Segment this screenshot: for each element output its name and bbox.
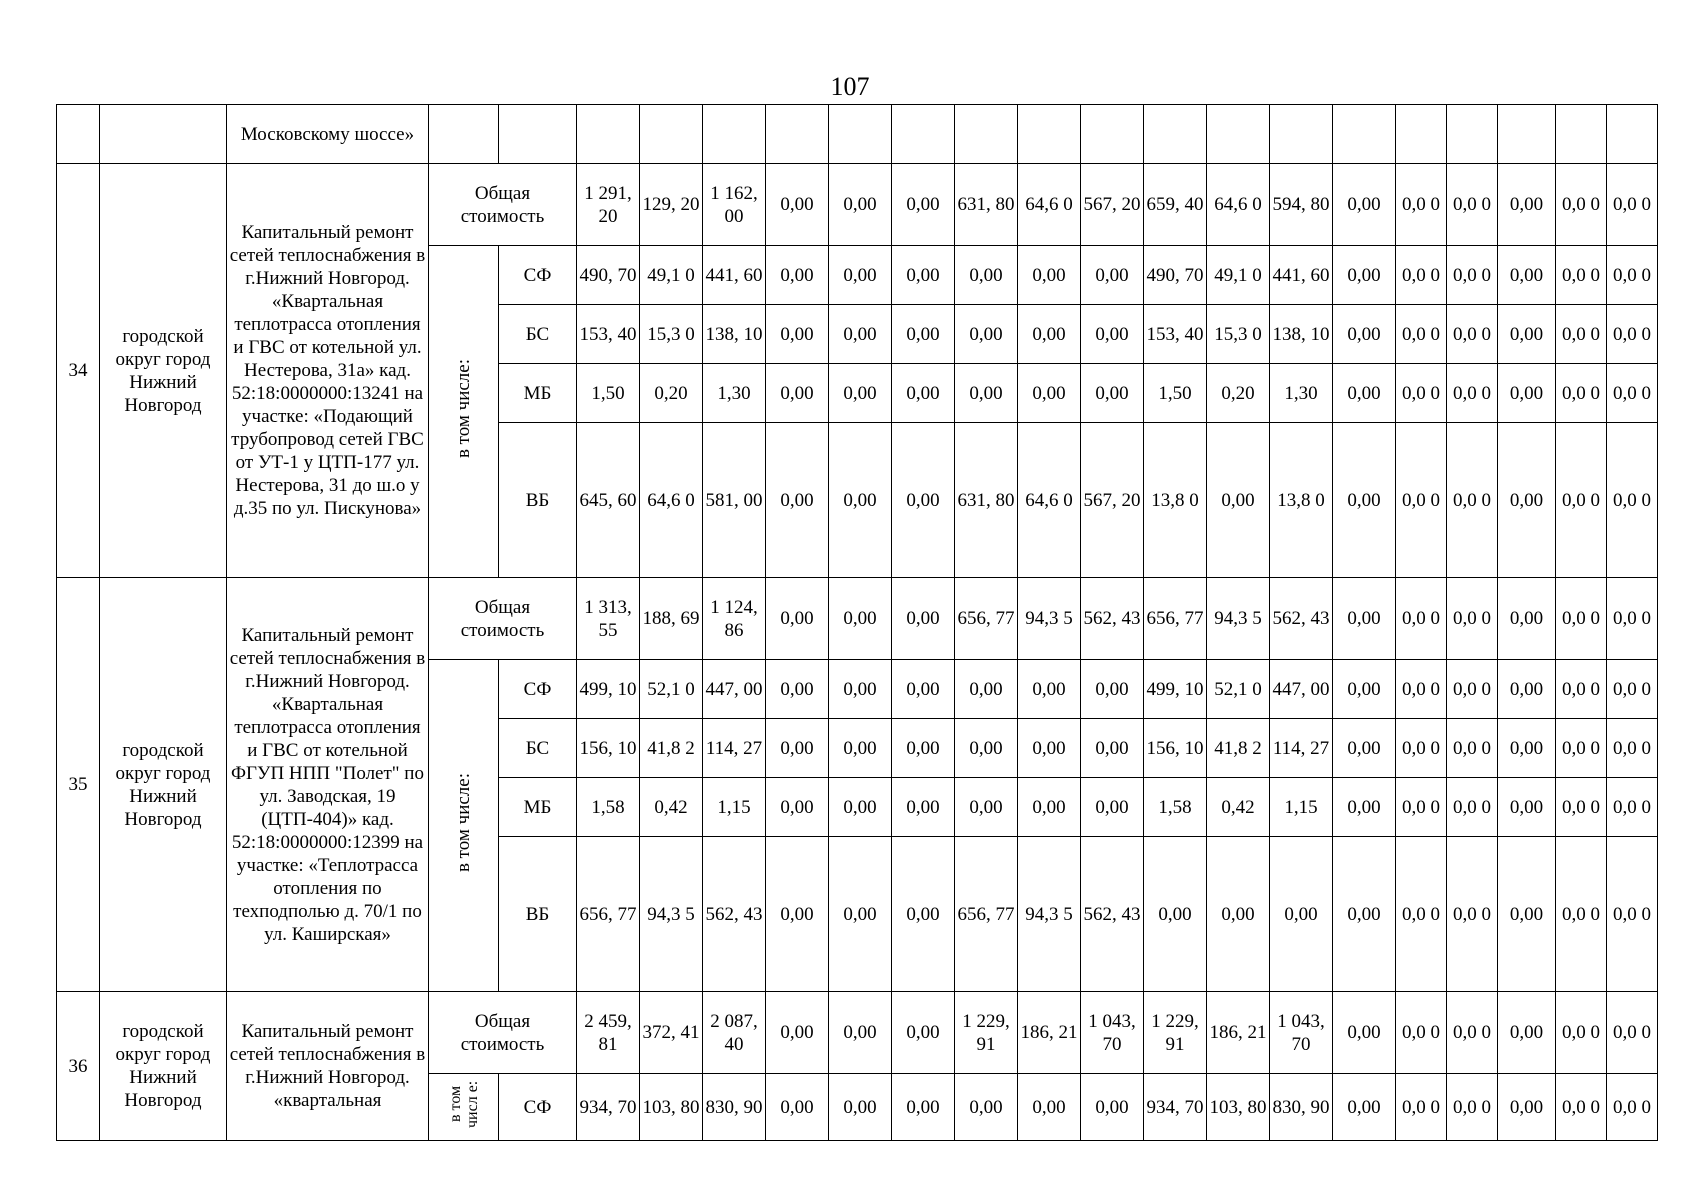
funding-value-cell: 1,15 — [1270, 778, 1333, 837]
total-value-cell: 0,00 — [829, 578, 892, 660]
region-name: городской округ город Нижний Новгород — [100, 992, 227, 1141]
funding-value-cell: 0,0 0 — [1607, 1074, 1658, 1141]
total-value-cell: 64,6 0 — [1018, 164, 1081, 246]
funding-source-code: СФ — [499, 660, 577, 719]
funding-value-cell: 0,00 — [1081, 1074, 1144, 1141]
funding-value-cell: 0,42 — [640, 778, 703, 837]
including-label-cell — [429, 660, 499, 992]
funding-value-cell: 0,0 0 — [1556, 364, 1607, 423]
funding-value-cell: 490, 70 — [1144, 246, 1207, 305]
total-value-cell: 2 087, 40 — [703, 992, 766, 1074]
funding-value-cell: 0,0 0 — [1607, 423, 1658, 578]
funding-value-cell: 1,30 — [1270, 364, 1333, 423]
total-value-cell: 0,00 — [1498, 578, 1556, 660]
funding-source-code: СФ — [499, 1074, 577, 1141]
total-value-cell: 188, 69 — [640, 578, 703, 660]
funding-value-cell: 447, 00 — [1270, 660, 1333, 719]
funding-value-cell: 0,00 — [1018, 1074, 1081, 1141]
funding-value-cell: 138, 10 — [1270, 305, 1333, 364]
funding-value-cell: 13,8 0 — [1270, 423, 1333, 578]
funding-value-cell: 0,00 — [1207, 423, 1270, 578]
total-value-cell: 1 291, 20 — [577, 164, 640, 246]
funding-value-cell: 49,1 0 — [640, 246, 703, 305]
page-number: 107 — [830, 72, 870, 101]
funding-value-cell: 0,00 — [829, 305, 892, 364]
funding-value-cell: 830, 90 — [1270, 1074, 1333, 1141]
funding-value-cell: 0,00 — [955, 719, 1018, 778]
funding-value-cell: 156, 10 — [577, 719, 640, 778]
funding-value-cell: 0,0 0 — [1447, 364, 1498, 423]
total-value-cell: 0,00 — [1498, 164, 1556, 246]
funding-value-cell: 0,0 0 — [1607, 778, 1658, 837]
funding-value-cell: 0,00 — [955, 305, 1018, 364]
funding-value-cell: 0,0 0 — [1396, 1074, 1447, 1141]
funding-value-cell: 0,00 — [1333, 660, 1396, 719]
funding-value-cell: 562, 43 — [1081, 837, 1144, 992]
total-value-cell: 659, 40 — [1144, 164, 1207, 246]
total-value-cell: 2 459, 81 — [577, 992, 640, 1074]
total-value-cell: 129, 20 — [640, 164, 703, 246]
funding-value-cell: 441, 60 — [1270, 246, 1333, 305]
funding-value-cell: 0,00 — [1018, 246, 1081, 305]
total-label: Общая стоимость — [429, 164, 577, 246]
funding-value-cell: 0,00 — [892, 778, 955, 837]
funding-value-cell: 0,00 — [829, 1074, 892, 1141]
funding-value-cell: 0,00 — [1333, 364, 1396, 423]
funding-value-cell: 0,00 — [1081, 660, 1144, 719]
funding-value-cell: 0,00 — [766, 837, 829, 992]
total-value-cell: 0,0 0 — [1607, 992, 1658, 1074]
funding-source-code: ВБ — [499, 837, 577, 992]
funding-value-cell: 0,0 0 — [1396, 719, 1447, 778]
total-value-cell: 1 043, 70 — [1081, 992, 1144, 1074]
total-value-cell: 562, 43 — [1270, 578, 1333, 660]
funding-value-cell: 0,0 0 — [1396, 305, 1447, 364]
funding-value-cell: 15,3 0 — [640, 305, 703, 364]
funding-value-cell: 0,00 — [892, 305, 955, 364]
total-value-cell: 562, 43 — [1081, 578, 1144, 660]
funding-value-cell: 0,0 0 — [1396, 423, 1447, 578]
total-value-cell: 0,0 0 — [1607, 164, 1658, 246]
funding-value-cell: 0,00 — [766, 246, 829, 305]
funding-value-cell: 934, 70 — [577, 1074, 640, 1141]
funding-value-cell: 0,00 — [829, 660, 892, 719]
funding-value-cell: 1,15 — [703, 778, 766, 837]
funding-value-cell: 1,50 — [577, 364, 640, 423]
total-value-cell: 1 229, 91 — [955, 992, 1018, 1074]
total-label: Общая стоимость — [429, 992, 577, 1074]
object-name-continuation: Московскому шоссе» — [227, 105, 429, 164]
funding-value-cell: 0,0 0 — [1447, 837, 1498, 992]
object-name: Капитальный ремонт сетей теплоснабжения в г.Нижний Новгород. «Квартальная теплотрасса отопления и ГВС от котельной ФГУП НПП "Полет" по ул. Заводская, 19 (ЦТП-404)» кад. 52:18:0000000:12399 на участке: «Теплотрасса отопления по техподполью д. 70/1 по ул. Каширская» — [227, 578, 429, 992]
object-name: Капитальный ремонт сетей теплоснабжения в г.Нижний Новгород. «Квартальная теплотрасса отопления и ГВС от котельной ул. Нестерова, 31а» кад. 52:18:0000000:13241 на участке: «Подающий трубопровод сетей ГВС от УТ-1 у ЦТП-177 ул. Нестерова, 31 до ш.о у д.35 по ул. Пискунова» — [227, 164, 429, 578]
project-total-row — [57, 578, 1658, 660]
total-value-cell: 372, 41 — [640, 992, 703, 1074]
funding-value-cell: 0,0 0 — [1447, 719, 1498, 778]
total-value-cell: 0,0 0 — [1607, 578, 1658, 660]
funding-value-cell: 0,00 — [1018, 305, 1081, 364]
total-value-cell: 1 043, 70 — [1270, 992, 1333, 1074]
funding-value-cell: 0,00 — [1207, 837, 1270, 992]
total-value-cell: 0,00 — [1333, 578, 1396, 660]
total-value-cell: 0,00 — [766, 578, 829, 660]
funding-value-cell: 0,0 0 — [1607, 246, 1658, 305]
funding-value-cell: 0,0 0 — [1447, 246, 1498, 305]
object-name: Капитальный ремонт сетей теплоснабжения в г.Нижний Новгород. «квартальная — [227, 992, 429, 1141]
funding-value-cell: 0,00 — [1018, 364, 1081, 423]
funding-value-cell: 0,00 — [1333, 778, 1396, 837]
funding-value-cell: 0,0 0 — [1607, 837, 1658, 992]
funding-value-cell: 1,58 — [1144, 778, 1207, 837]
funding-value-cell: 52,1 0 — [640, 660, 703, 719]
total-value-cell: 0,00 — [1333, 992, 1396, 1074]
funding-value-cell: 0,0 0 — [1447, 423, 1498, 578]
funding-value-cell: 0,00 — [1498, 660, 1556, 719]
funding-value-cell: 0,00 — [1498, 837, 1556, 992]
funding-value-cell: 0,00 — [829, 423, 892, 578]
total-value-cell: 1 162, 00 — [703, 164, 766, 246]
funding-value-cell: 15,3 0 — [1207, 305, 1270, 364]
total-value-cell: 0,0 0 — [1396, 164, 1447, 246]
funding-value-cell: 103, 80 — [1207, 1074, 1270, 1141]
funding-source-code: МБ — [499, 778, 577, 837]
funding-value-cell: 1,30 — [703, 364, 766, 423]
funding-source-code: БС — [499, 719, 577, 778]
funding-value-cell: 499, 10 — [577, 660, 640, 719]
funding-value-cell: 1,58 — [577, 778, 640, 837]
total-value-cell: 1 313, 55 — [577, 578, 640, 660]
funding-value-cell: 0,00 — [955, 246, 1018, 305]
funding-value-cell: 0,0 0 — [1447, 1074, 1498, 1141]
funding-value-cell: 13,8 0 — [1144, 423, 1207, 578]
total-value-cell: 656, 77 — [955, 578, 1018, 660]
funding-value-cell: 0,00 — [1333, 837, 1396, 992]
total-value-cell: 94,3 5 — [1207, 578, 1270, 660]
funding-value-cell: 0,0 0 — [1396, 660, 1447, 719]
funding-value-cell: 0,00 — [892, 660, 955, 719]
including-label: в том числе: — [452, 772, 474, 873]
funding-value-cell: 0,0 0 — [1607, 364, 1658, 423]
total-value-cell: 186, 21 — [1018, 992, 1081, 1074]
funding-value-cell: 0,42 — [1207, 778, 1270, 837]
total-value-cell: 94,3 5 — [1018, 578, 1081, 660]
funding-value-cell: 0,00 — [892, 364, 955, 423]
funding-value-cell: 0,0 0 — [1556, 246, 1607, 305]
including-label: в том числе: — [452, 358, 474, 459]
row-number: 34 — [57, 164, 100, 578]
funding-value-cell: 0,00 — [892, 719, 955, 778]
total-value-cell: 0,0 0 — [1396, 578, 1447, 660]
total-value-cell: 0,0 0 — [1556, 164, 1607, 246]
funding-value-cell: 0,00 — [1498, 778, 1556, 837]
funding-value-cell: 0,0 0 — [1607, 660, 1658, 719]
total-value-cell: 567, 20 — [1081, 164, 1144, 246]
funding-value-cell: 64,6 0 — [640, 423, 703, 578]
region-name: городской округ город Нижний Новгород — [100, 578, 227, 992]
funding-value-cell: 0,00 — [955, 660, 1018, 719]
total-value-cell: 1 229, 91 — [1144, 992, 1207, 1074]
funding-value-cell: 0,00 — [1081, 778, 1144, 837]
funding-value-cell: 0,00 — [766, 1074, 829, 1141]
funding-value-cell: 0,0 0 — [1556, 423, 1607, 578]
funding-value-cell: 0,00 — [1333, 246, 1396, 305]
funding-value-cell: 0,00 — [829, 837, 892, 992]
funding-value-cell: 1,50 — [1144, 364, 1207, 423]
funding-value-cell: 934, 70 — [1144, 1074, 1207, 1141]
funding-value-cell: 153, 40 — [577, 305, 640, 364]
funding-value-cell: 656, 77 — [577, 837, 640, 992]
funding-value-cell: 0,0 0 — [1556, 1074, 1607, 1141]
total-value-cell: 631, 80 — [955, 164, 1018, 246]
funding-value-cell: 656, 77 — [955, 837, 1018, 992]
funding-value-cell: 0,00 — [1018, 719, 1081, 778]
project-total-row — [57, 164, 1658, 246]
funding-value-cell: 0,00 — [955, 1074, 1018, 1141]
funding-value-cell: 94,3 5 — [1018, 837, 1081, 992]
funding-value-cell: 0,00 — [1333, 1074, 1396, 1141]
total-value-cell: 186, 21 — [1207, 992, 1270, 1074]
total-value-cell: 0,00 — [1333, 164, 1396, 246]
funding-value-cell: 0,00 — [766, 423, 829, 578]
funding-value-cell: 0,0 0 — [1396, 837, 1447, 992]
funding-value-cell: 0,00 — [829, 778, 892, 837]
funding-value-cell: 0,0 0 — [1396, 364, 1447, 423]
total-value-cell: 0,00 — [892, 164, 955, 246]
funding-value-cell: 0,0 0 — [1556, 660, 1607, 719]
funding-value-cell: 0,00 — [766, 305, 829, 364]
row-number: 35 — [57, 578, 100, 992]
funding-value-cell: 631, 80 — [955, 423, 1018, 578]
total-label: Общая стоимость — [429, 578, 577, 660]
total-value-cell: 0,00 — [766, 164, 829, 246]
total-value-cell: 0,0 0 — [1556, 992, 1607, 1074]
funding-value-cell: 0,0 0 — [1447, 660, 1498, 719]
funding-value-cell: 94,3 5 — [640, 837, 703, 992]
funding-value-cell: 0,00 — [1333, 719, 1396, 778]
total-value-cell: 0,00 — [892, 992, 955, 1074]
funding-value-cell: 0,0 0 — [1447, 778, 1498, 837]
total-value-cell: 0,0 0 — [1447, 164, 1498, 246]
funding-table — [56, 104, 1658, 1141]
funding-value-cell: 0,00 — [955, 778, 1018, 837]
funding-value-cell: 114, 27 — [1270, 719, 1333, 778]
funding-source-code: СФ — [499, 246, 577, 305]
funding-value-cell: 0,0 0 — [1556, 778, 1607, 837]
funding-value-cell: 0,00 — [892, 423, 955, 578]
total-value-cell: 0,00 — [829, 992, 892, 1074]
funding-value-cell: 0,00 — [1081, 246, 1144, 305]
funding-value-cell: 0,00 — [1081, 305, 1144, 364]
funding-value-cell: 830, 90 — [703, 1074, 766, 1141]
including-label-cell — [429, 1074, 499, 1141]
funding-value-cell: 41,8 2 — [640, 719, 703, 778]
funding-value-cell: 0,0 0 — [1396, 246, 1447, 305]
funding-value-cell: 114, 27 — [703, 719, 766, 778]
funding-value-cell: 49,1 0 — [1207, 246, 1270, 305]
project-total-row — [57, 992, 1658, 1074]
funding-value-cell: 567, 20 — [1081, 423, 1144, 578]
funding-value-cell: 0,00 — [1081, 364, 1144, 423]
funding-value-cell: 490, 70 — [577, 246, 640, 305]
header-continuation-row — [57, 105, 1658, 164]
funding-value-cell: 0,00 — [1144, 837, 1207, 992]
funding-value-cell: 0,00 — [1498, 246, 1556, 305]
funding-value-cell: 41,8 2 — [1207, 719, 1270, 778]
funding-value-cell: 0,00 — [1018, 660, 1081, 719]
funding-value-cell: 0,00 — [766, 719, 829, 778]
funding-value-cell: 138, 10 — [703, 305, 766, 364]
total-value-cell: 0,00 — [766, 992, 829, 1074]
funding-value-cell: 156, 10 — [1144, 719, 1207, 778]
funding-value-cell: 562, 43 — [703, 837, 766, 992]
funding-source-code: БС — [499, 305, 577, 364]
total-value-cell: 0,00 — [829, 164, 892, 246]
funding-value-cell: 0,0 0 — [1556, 719, 1607, 778]
funding-value-cell: 0,00 — [1498, 364, 1556, 423]
total-value-cell: 64,6 0 — [1207, 164, 1270, 246]
funding-value-cell: 0,20 — [640, 364, 703, 423]
funding-value-cell: 0,00 — [1333, 305, 1396, 364]
total-value-cell: 0,00 — [892, 578, 955, 660]
funding-value-cell: 0,0 0 — [1607, 305, 1658, 364]
including-label-cell — [429, 246, 499, 578]
funding-source-code: ВБ — [499, 423, 577, 578]
total-value-cell: 0,00 — [1498, 992, 1556, 1074]
funding-value-cell: 0,00 — [766, 660, 829, 719]
funding-value-cell: 0,0 0 — [1447, 305, 1498, 364]
funding-value-cell: 153, 40 — [1144, 305, 1207, 364]
total-value-cell: 0,0 0 — [1447, 578, 1498, 660]
funding-value-cell: 0,00 — [766, 778, 829, 837]
funding-value-cell: 581, 00 — [703, 423, 766, 578]
funding-value-cell: 0,00 — [1498, 1074, 1556, 1141]
funding-value-cell: 0,00 — [829, 364, 892, 423]
funding-value-cell: 0,00 — [1498, 423, 1556, 578]
total-value-cell: 0,0 0 — [1396, 992, 1447, 1074]
funding-value-cell: 0,00 — [1498, 719, 1556, 778]
funding-value-cell: 0,00 — [1270, 837, 1333, 992]
funding-value-cell: 0,00 — [1018, 778, 1081, 837]
funding-value-cell: 0,00 — [892, 246, 955, 305]
funding-value-cell: 0,00 — [829, 719, 892, 778]
funding-value-cell: 645, 60 — [577, 423, 640, 578]
total-value-cell: 0,0 0 — [1447, 992, 1498, 1074]
funding-value-cell: 0,0 0 — [1556, 305, 1607, 364]
funding-value-cell: 0,00 — [892, 1074, 955, 1141]
total-value-cell: 1 124, 86 — [703, 578, 766, 660]
funding-value-cell: 103, 80 — [640, 1074, 703, 1141]
funding-value-cell: 52,1 0 — [1207, 660, 1270, 719]
funding-value-cell: 0,00 — [1498, 305, 1556, 364]
funding-value-cell: 64,6 0 — [1018, 423, 1081, 578]
including-label: в том числ е: — [446, 1080, 481, 1128]
funding-value-cell: 0,00 — [1333, 423, 1396, 578]
funding-value-cell: 441, 60 — [703, 246, 766, 305]
total-value-cell: 0,0 0 — [1556, 578, 1607, 660]
funding-value-cell: 0,00 — [829, 246, 892, 305]
funding-value-cell: 0,20 — [1207, 364, 1270, 423]
funding-value-cell: 0,0 0 — [1396, 778, 1447, 837]
row-number: 36 — [57, 992, 100, 1141]
funding-value-cell: 0,00 — [766, 364, 829, 423]
region-name: городской округ город Нижний Новгород — [100, 164, 227, 578]
funding-value-cell: 0,0 0 — [1556, 837, 1607, 992]
total-value-cell: 594, 80 — [1270, 164, 1333, 246]
funding-value-cell: 0,00 — [955, 364, 1018, 423]
total-value-cell: 656, 77 — [1144, 578, 1207, 660]
funding-value-cell: 499, 10 — [1144, 660, 1207, 719]
funding-value-cell: 0,00 — [892, 837, 955, 992]
funding-value-cell: 0,0 0 — [1607, 719, 1658, 778]
funding-value-cell: 447, 00 — [703, 660, 766, 719]
funding-source-code: МБ — [499, 364, 577, 423]
funding-value-cell: 0,00 — [1081, 719, 1144, 778]
